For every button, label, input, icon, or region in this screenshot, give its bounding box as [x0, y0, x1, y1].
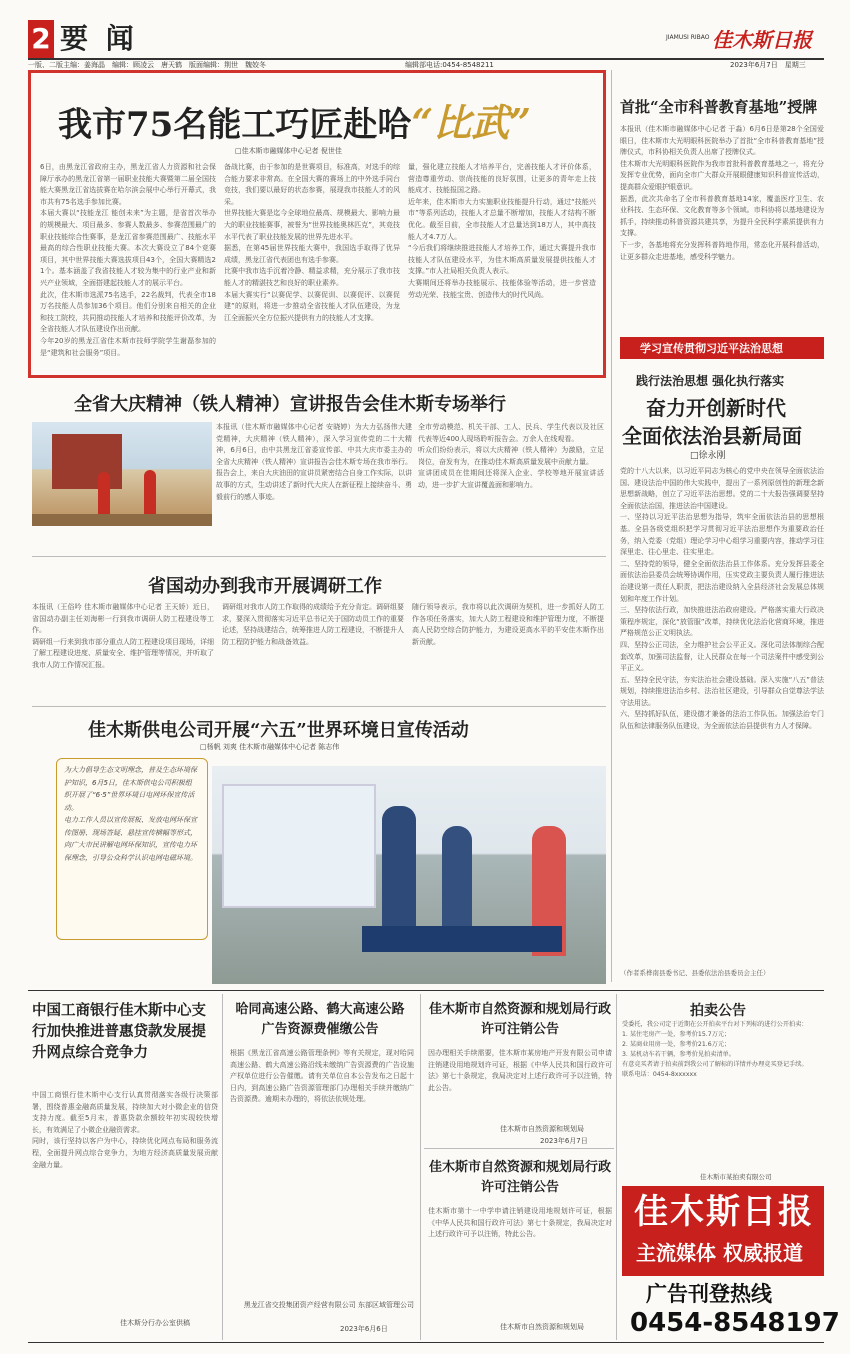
lead-title-main: 我市75名能工巧匠赴哈	[58, 105, 412, 145]
section-title: 要 闻	[60, 22, 138, 55]
law-title-line-1: 奋力开创新时代	[646, 396, 786, 420]
lead-title	[58, 92, 588, 147]
law-author-note: （作者系桦南县委书记、县委依法治县委员会主任）	[620, 969, 770, 977]
column-divider	[611, 70, 612, 982]
bank-ad-title: 中国工商银行佳木斯中心支行加快推进普惠贷款发展提升网点综合竞争力	[32, 1002, 206, 1061]
promo-slogan: 主流媒体 权威报道	[636, 1241, 803, 1265]
ad-divider	[222, 994, 223, 1340]
lead-col-2: 备战比赛，由于参加的是世赛项目，标准高，对选手的综合能力要求非常高。在全国大赛的赛场上的中外选手同台竞技，我们要以最好的状态参赛，展现我市技能人才的风采。 世界技能大赛是迄今全球地位最高、规模最大、影响力最大的职业技能赛事，被誉为“世界技能奥林匹克”，其竞技水平代表了职业技能发展的世界先进水平。 据悉，在第45届世界技能大赛中，我国选手取得了优异成绩，黑龙江省代表团也有选手参赛。 比赛中我市选手沉着冷静、精益求精，充分展示了我市技能人才的精湛技艺和良好的职业素养。 本届大赛实行“以赛促学、以赛促训、以赛促评、以赛促建”的原则，将进一步推动全省技能人才队伍建设，为龙江全面振兴全方位振兴提供有力的技能人才支撑。	[224, 163, 400, 322]
lead-title-quote: “比武”	[411, 100, 532, 145]
ad-divider	[616, 994, 617, 1340]
bank-ad-body: 中国工商银行佳木斯中心支行认真贯彻落实各级行决策部署，围绕普惠金融高质量发展，持续加大对小微企业的信贷支持力度。截至5月末，普惠贷款余额较年初实现较快增长，有效满足了小微企业融资需求。 同时，该行坚持以客户为中心，持续优化网点布局和服务流程，全面提升网点综合竞争力，为地方经济高质量发展贡献金融力量。	[32, 1091, 218, 1169]
story2-photo	[32, 422, 212, 526]
right-top-title: 首批“全市科普教育基地”授牌	[620, 98, 818, 116]
promo-label: 广告刊登热线	[646, 1282, 772, 1306]
bank-ad-sign: 佳木斯分行办公室供稿	[120, 1319, 190, 1327]
display-board-icon	[222, 784, 376, 908]
story-divider	[32, 706, 606, 707]
story3-col-2: 调研组对我市人防工作取得的成绩给予充分肯定。调研组要求，要深入贯彻落实习近平总书记关于国防动员工作的重要论述，坚持战建结合，统筹推进人防工程建设，不断提升人防工程防护能力和战备效益。	[222, 603, 404, 646]
ads-top-rule	[28, 990, 824, 991]
ad-divider	[420, 994, 421, 1340]
story4-title: 佳木斯供电公司开展“六五”世界环境日宣传活动	[88, 720, 469, 741]
hotline: 编辑部电话:0454-8548211	[405, 61, 494, 69]
building-icon	[52, 434, 122, 489]
story2-col-1: 本报讯（佳木斯市融媒体中心记者 安晓婷）为大力弘扬伟大建党精神，大庆精神（铁人精神），深入学习宣传党的二十大精神，6月6日，由中共黑龙江省委宣传部、中共大庆市委主办的全省大庆精神（铁人精神）宣讲报告会佳木斯专场在我市举行。 报告会上，来自大庆油田的宣讲员紧密结合自身工作实际，以讲故事的方式，生动讲述了新时代大庆人在新征程上接续奋斗、勇毅前行的感人事迹。	[216, 423, 412, 501]
land-ad-2-body: 佳木斯市第十一中学申请注销建设用地规划许可证，根据《中华人民共和国行政许可法》第七十条规定，我局决定对上述行政许可予以注销，特此公告。	[428, 1207, 612, 1239]
promo-paper-name: 佳木斯日报	[634, 1192, 814, 1232]
story2-col-2: 全市劳动模范、机关干部、工人、民兵、学生代表以及社区代表等近400人现场聆听报告会。万余人在线观看。 听众们纷纷表示，将以大庆精神（铁人精神）为激励，立足岗位，奋发有为，在推动佳木斯高质量发展中贡献力量。 宣讲团成员在佳期间还将深入企业、学校等地开展宣讲活动，进一步扩大宣讲覆盖面和影响力。	[418, 423, 604, 489]
story4-caption: 为大力倡导生态文明理念，普及生态环境保护知识，6月5日，佳木斯供电公司积极组织开展了“6·5”世界环境日电网环保宣传活动。 电力工作人员以宣传展板、发放电网环保宣传图册、现场答疑、悬挂宣传横幅等形式，向广大市民讲解电网环保知识，宣传电力环保理念，引导公众科学认识电网电磁环境。	[64, 766, 197, 862]
ad-divider	[424, 1148, 614, 1149]
worker-figure-icon	[382, 806, 416, 946]
table-banner-icon	[362, 926, 562, 952]
land-ad-2-sign: 佳木斯市自然资源和规划局	[500, 1323, 584, 1331]
land-ad-1-date: 2023年6月7日	[540, 1137, 588, 1145]
auction-body: 受委托，我公司定于近期在公开拍卖平台对下列标的进行公开拍卖： 1. 某住宅房产一处，参考价15.7万元； 2. 某商业用房一处，参考价21.6万元； 3. 某机动车若干辆，参考价见拍卖清单。 有意竞买者请于拍卖前到我公司了解标的详情并办理竞买登记手续。 联系电话：0454-8xxxxxx	[622, 1021, 808, 1078]
land-ad-1-title: 佳木斯市自然资源和规划局行政许可注销公告	[428, 1002, 611, 1037]
story4-photo	[212, 766, 606, 984]
law-byline: □徐永刚	[690, 451, 726, 461]
land-ad-2-title: 佳木斯市自然资源和规划局行政许可注销公告	[428, 1160, 611, 1195]
highway-ad-body: 根据《黑龙江省高速公路管理条例》等有关规定，现对哈同高速公路、鹤大高速公路沿线未缴纳广告资源费的广告设施产权单位进行公告催缴。请有关单位自本公告发布之日起十日内，到高速公路广告资源管理部门办理相关手续并缴纳广告资源费。逾期未办理的，将依法依规处理。	[230, 1049, 414, 1104]
paper-pinyin: JIAMUSI RIBAO	[666, 34, 710, 41]
law-title-line-2: 全面依法治县新局面	[622, 424, 802, 448]
story2-title: 全省大庆精神（铁人精神）宣讲报告会佳木斯专场举行	[74, 394, 506, 415]
lead-col-3: 量，强化建立技能人才培养平台，完善技能人才评价体系，营造尊重劳动、崇尚技能的良好氛围，让更多的青年走上技能成才、技能报国之路。 近年来，佳木斯市大力实施职业技能提升行动，通过“技能兴市”等系列活动，技能人才总量不断增加，技能人才结构不断优化。截至目前，全市技能人才总量达到18万人，其中高技能人才4.7万人。 “今后我们将继续推进技能人才培养工作，通过大赛提升我市技能人才队伍建设水平，为佳木斯高质量发展提供技能人才支撑。”市人社局相关负责人表示。 大赛期间还将举办技能展示、技能体验等活动，进一步营造劳动光荣、技能宝贵、创造伟大的时代风尚。	[408, 163, 596, 299]
law-banner-text: 学习宣传贯彻习近平法治思想	[640, 342, 783, 355]
law-body: 党的十八大以来，以习近平同志为核心的党中央在领导全面依法治国、建设法治中国的伟大实践中，提出了一系列原创性的新理念新思想新战略，创立了习近平法治思想。党的二十大报告强调要坚持全面依法治国，推进法治中国建设。 一、坚持以习近平法治思想为指导，筑牢全面依法治县的思想根基。全县各级党组织把学习贯彻习近平法治思想作为重要政治任务，纳入党委（党组）理论学习中心组学习重要内容，推动学习往深里走、往心里走、往实里走。 二、坚持党的领导，健全全面依法治县工作体系。充分发挥县委全面依法治县委员会统筹协调作用，压实党政主要负责人履行推进法治建设第一责任人职责，把法治建设纳入全县经济社会发展总体规划和年度工作计划。 三、坚持依法行政，加快推进法治政府建设。严格落实重大行政决策程序规定，深化“放管服”改革，持续优化法治化营商环境，推进严格规范公正文明执法。 四、坚持公正司法，全力维护社会公平正义。深化司法体制综合配套改革，加强司法监督，让人民群众在每一个司法案件中感受到公平正义。 五、坚持全民守法，夯实法治社会建设基础。深入实施“八五”普法规划，持续推进法治乡村、法治社区建设，引导群众自觉尊法学法守法用法。 六、坚持抓好队伍，建设德才兼备的法治工作队伍。加强法治专门队伍和法律服务队伍建设，为全面依法治县提供有力人才保障。	[620, 467, 824, 731]
highway-ad-sign: 黑龙江省交投集团资产经营有限公司 东部区域管理公司	[243, 1301, 414, 1309]
page-number-badge: 2	[28, 20, 54, 58]
story3-title: 省国动办到我市开展调研工作	[148, 576, 382, 597]
highway-ad-title: 哈同高速公路、鹤大高速公路广告资源费催缴公告	[235, 1002, 405, 1037]
editors-line: 一版、二版主编：姜海晶 编辑：顾凌云 唐天鹤 版面编辑：荆世 魏姣冬	[28, 61, 266, 69]
highway-ad-date: 2023年6月6日	[340, 1325, 388, 1333]
page-bottom-rule	[28, 1342, 824, 1343]
law-banner	[620, 337, 824, 359]
auction-title: 拍卖公告	[690, 1003, 746, 1019]
ground-icon	[32, 514, 212, 526]
land-ad-1-body: 因办理相关手续需要，佳木斯市某房地产开发有限公司申请注销建设用地规划许可证，根据《中华人民共和国行政许可法》第七十条规定，我局决定对上述行政许可予以注销，特此公告。	[428, 1049, 612, 1092]
story3-col-1: 本报讯（王俗吟 佳木斯市融媒体中心记者 王天娇）近日，省国动办副主任刘海彬一行到我市调研人防工程建设等工作。 调研组一行来到我市部分重点人防工程建设项目现场，详细了解工程建设进度、质量安全、维护管理等情况，并听取了我市人防工作情况汇报。	[32, 603, 214, 669]
land-ad-1-sign: 佳木斯市自然资源和规划局	[500, 1125, 584, 1133]
auction-sign: 佳木斯市某拍卖有限公司	[700, 1173, 772, 1181]
paper-logo: 佳木斯日报	[712, 28, 812, 52]
lead-col-1: 6日，由黑龙江省政府主办，黑龙江省人力资源和社会保障厅承办的黑龙江省第一届职业技能大赛暨第二届全国技能大赛黑龙江省选拔赛在哈尔滨会展中心举行开幕式，我市共有75名选手参加比赛。 本届大赛以“技能龙江 能创未来”为主题，是省首次举办的规模最大、项目最多、参赛人数最多、参赛范围最广的职业技能综合性赛事，是龙江省参赛范围最广、技能水平最高的综合性职业技能大赛。本次大赛设立了84个竞赛项目，其中世界技能大赛选拔项目43个，全国大赛精选21个。基本涵盖了我省技能人才较为集中的行业产业和新兴产业领域，全面搭建起技能人才的展示平台。 此次，佳木斯市选派75名选手，22名裁判，代表全市18万名技能人员参加36个项目。他们分别来自相关的企业和技工院校，共同推动技能人才培养和技能评价改革，为全省技能人才队伍建设作出贡献。 今年20岁的黑龙江省佳木斯市技师学院学生谢磊参加的是“建筑和社会服务”项目。	[40, 163, 216, 357]
story4-byline: □杨帆 刘爽 佳木斯市融媒体中心记者 陈志伟	[200, 743, 340, 751]
story3-col-3: 随行领导表示，我市将以此次调研为契机，进一步抓好人防工作各项任务落实，加大人防工程建设和维护管理力度，不断提高人民防空综合防护能力，为建设更高水平的平安佳木斯作出新贡献。	[412, 603, 604, 646]
issue-date: 2023年6月7日 星期三	[730, 61, 806, 69]
story-divider	[32, 556, 606, 557]
law-subhead: 践行法治思想 强化执行落实	[636, 374, 785, 388]
promo-phone: 0454-8548197	[630, 1308, 840, 1338]
right-top-body: 本报讯（佳木斯市融媒体中心记者 于淼）6月6日是第28个全国爱眼日，佳木斯市大光明眼科医院举办了首批“全市科普教育基地”授牌仪式，市科协相关负责人出席了授牌仪式。 佳木斯市大光明眼科医院作为我市首批科普教育基地之一，将充分发挥专业优势，面向全市广大群众开展眼健康知识科普宣传活动，提高群众爱眼护眼意识。 据悉，此次共命名了全市科普教育基地14家，覆盖医疗卫生、农业科技、生态环保、文化教育等多个领域。市科协将以基地建设为抓手，持续推动科普资源共建共享，为提升全民科学素质提供有力支撑。 下一步，各基地将充分发挥科普阵地作用，常态化开展科普活动，让更多群众走进基地，感受科学魅力。	[620, 125, 824, 261]
lead-byline: □佳木斯市融媒体中心记者 倪世佳	[235, 147, 342, 155]
